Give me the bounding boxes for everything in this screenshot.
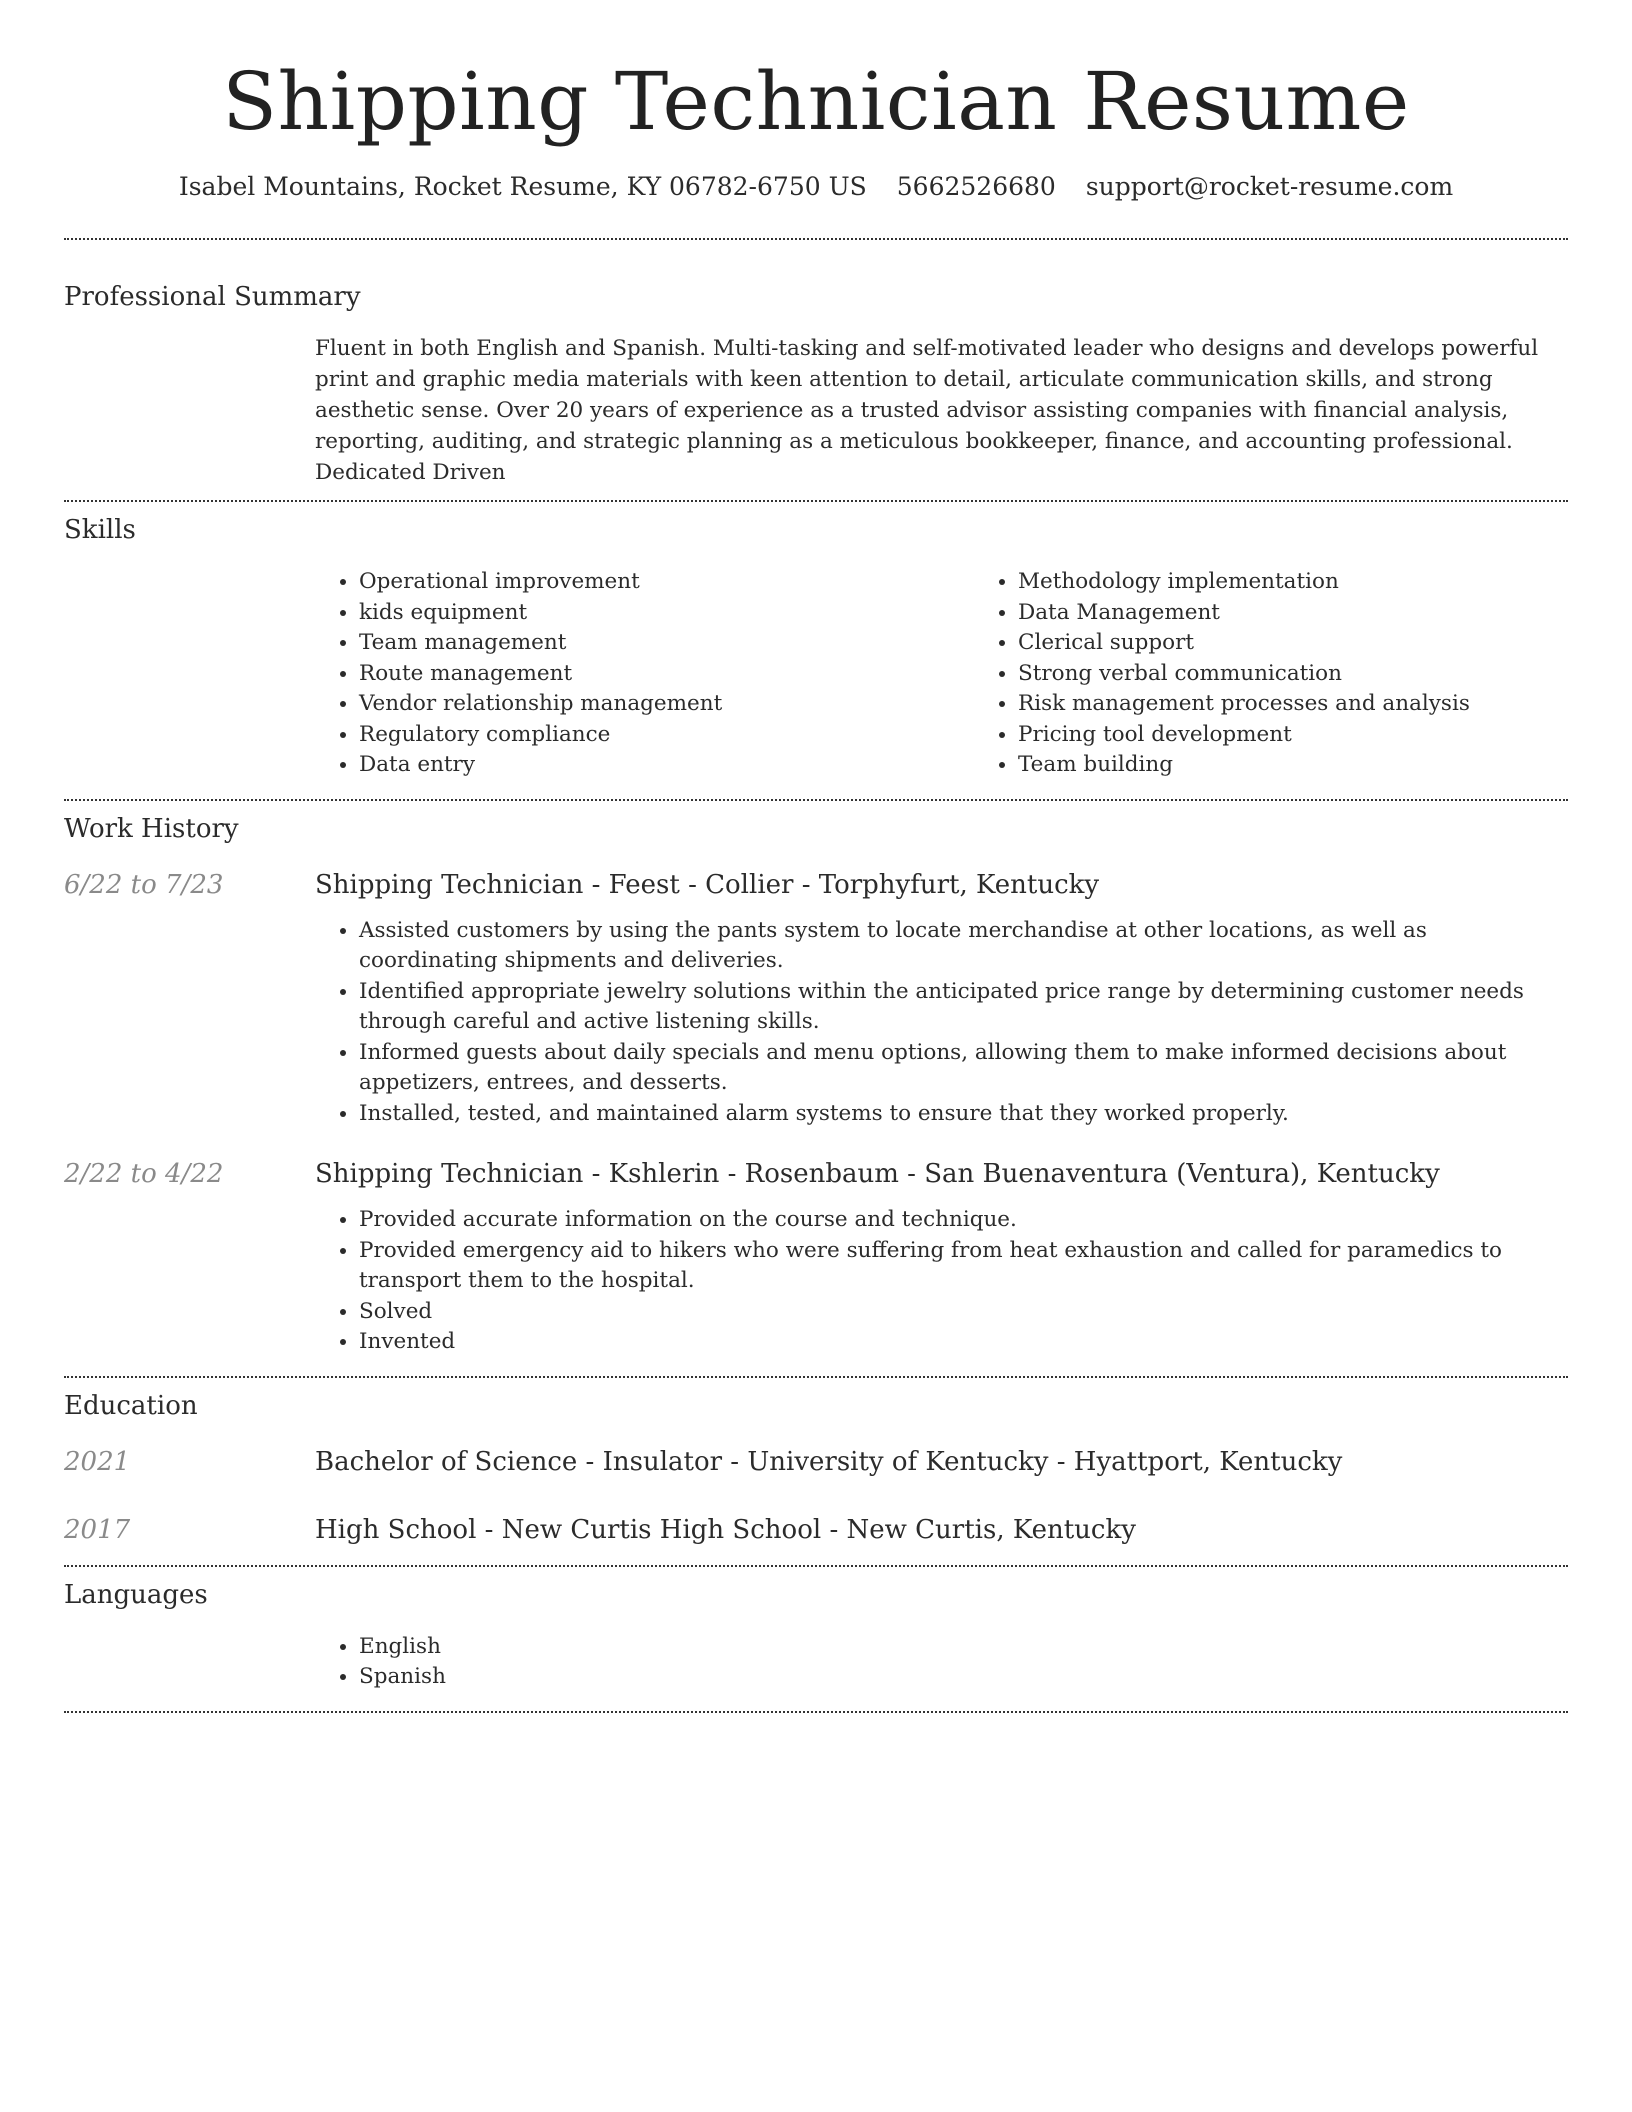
job-title: Shipping Technician - Feest - Collier - Torphyfurt, Kentucky xyxy=(315,869,1100,900)
job-entry xyxy=(64,868,1568,1130)
summary-section xyxy=(64,240,1568,488)
job-bullet: • Informed guests about daily specials and menu options, allowing them to make informed decisions about appetizers, entrees, and desserts. xyxy=(359,1038,1568,1099)
skills-section xyxy=(64,502,1568,781)
skill-item: • Methodology implementation xyxy=(1018,567,1568,598)
education-heading: Education xyxy=(64,1390,198,1421)
education-title: Bachelor of Science - Insulator - University of Kentucky - Hyattport, Kentucky xyxy=(315,1446,1343,1477)
work-heading: Work History xyxy=(64,813,239,844)
job-bullet: • Provided emergency aid to hikers who were suffering from heat exhaustion and called for paramedics to transport them to the hospital. xyxy=(359,1236,1568,1297)
contact-email: support@rocket-resume.com xyxy=(1085,172,1454,201)
contact-line xyxy=(64,170,1568,204)
job-bullet: • Installed, tested, and maintained alarm systems to ensure that they worked properly. xyxy=(359,1099,1568,1130)
skill-item: • Clerical support xyxy=(1018,628,1568,659)
job-bullet: • Solved xyxy=(359,1297,1568,1328)
skill-item: • Vendor relationship management xyxy=(359,689,974,720)
skill-item: • Team management xyxy=(359,628,974,659)
job-bullets xyxy=(315,916,1568,1130)
education-year: 2021 xyxy=(64,1446,131,1477)
skill-item: • Operational improvement xyxy=(359,567,974,598)
job-bullets xyxy=(315,1205,1568,1358)
summary-heading: Professional Summary xyxy=(64,282,361,312)
skill-item: • Data Management xyxy=(1018,598,1568,629)
skill-item: • Strong verbal communication xyxy=(1018,659,1568,690)
languages-section xyxy=(64,1567,1568,1693)
job-bullet: • Invented xyxy=(359,1327,1568,1358)
education-entry xyxy=(64,1445,1568,1479)
skill-item: • Regulatory compliance xyxy=(359,720,974,751)
skill-item: • kids equipment xyxy=(359,598,974,629)
job-dates: 2/22 to 4/22 xyxy=(64,1159,224,1189)
education-entry xyxy=(64,1513,1568,1547)
skill-item: • Route management xyxy=(359,659,974,690)
resume-title: Shipping Technician Resume xyxy=(222,55,1410,148)
contact-phone: 5662526680 xyxy=(896,172,1056,201)
skill-item: • Risk management processes and analysis xyxy=(1018,689,1568,720)
skills-heading: Skills xyxy=(64,515,136,545)
language-item: • English xyxy=(359,1632,1568,1663)
job-entry xyxy=(64,1157,1568,1358)
job-title: Shipping Technician - Kshlerin - Rosenbaum - San Buenaventura (Ventura), Kentucky xyxy=(315,1159,1440,1189)
work-section xyxy=(64,801,1568,1358)
languages-list xyxy=(315,1632,1568,1693)
skill-item: • Team building xyxy=(1018,750,1568,781)
languages-heading: Languages xyxy=(64,1579,208,1610)
job-bullet: • Assisted customers by using the pants system to locate merchandise at other locations, as well as coordinating shipments and deliveries. xyxy=(359,916,1568,977)
job-bullet: • Identified appropriate jewelry solutions within the anticipated price range by determining customer needs through careful and active listening skills. xyxy=(359,977,1568,1038)
skills-list-right xyxy=(974,567,1568,781)
skill-item: • Pricing tool development xyxy=(1018,720,1568,751)
summary-text: Fluent in both English and Spanish. Multi-tasking and self-motivated leader who designs and develops powerful print and graphic media materials with keen attention to detail, articulate communication skills, and strong aesthetic sense. Over 20 years of experience as a trusted advisor assisting companies with financial analysis, reporting, auditing, and strategic planning as a meticulous bookkeeper, finance, and accounting professional. Dedicated Driven xyxy=(315,336,1539,485)
skills-list-left xyxy=(315,567,974,781)
education-year: 2017 xyxy=(64,1514,131,1545)
skill-item: • Data entry xyxy=(359,750,974,781)
contact-address: Isabel Mountains, Rocket Resume, KY 06782-6750 US xyxy=(178,172,867,201)
job-dates: 6/22 to 7/23 xyxy=(64,869,224,900)
languages-divider xyxy=(64,1711,1568,1713)
education-title: High School - New Curtis High School - New Curtis, Kentucky xyxy=(315,1514,1136,1545)
education-section xyxy=(64,1378,1568,1547)
language-item: • Spanish xyxy=(359,1662,1568,1693)
job-bullet: • Provided accurate information on the course and technique. xyxy=(359,1205,1568,1236)
